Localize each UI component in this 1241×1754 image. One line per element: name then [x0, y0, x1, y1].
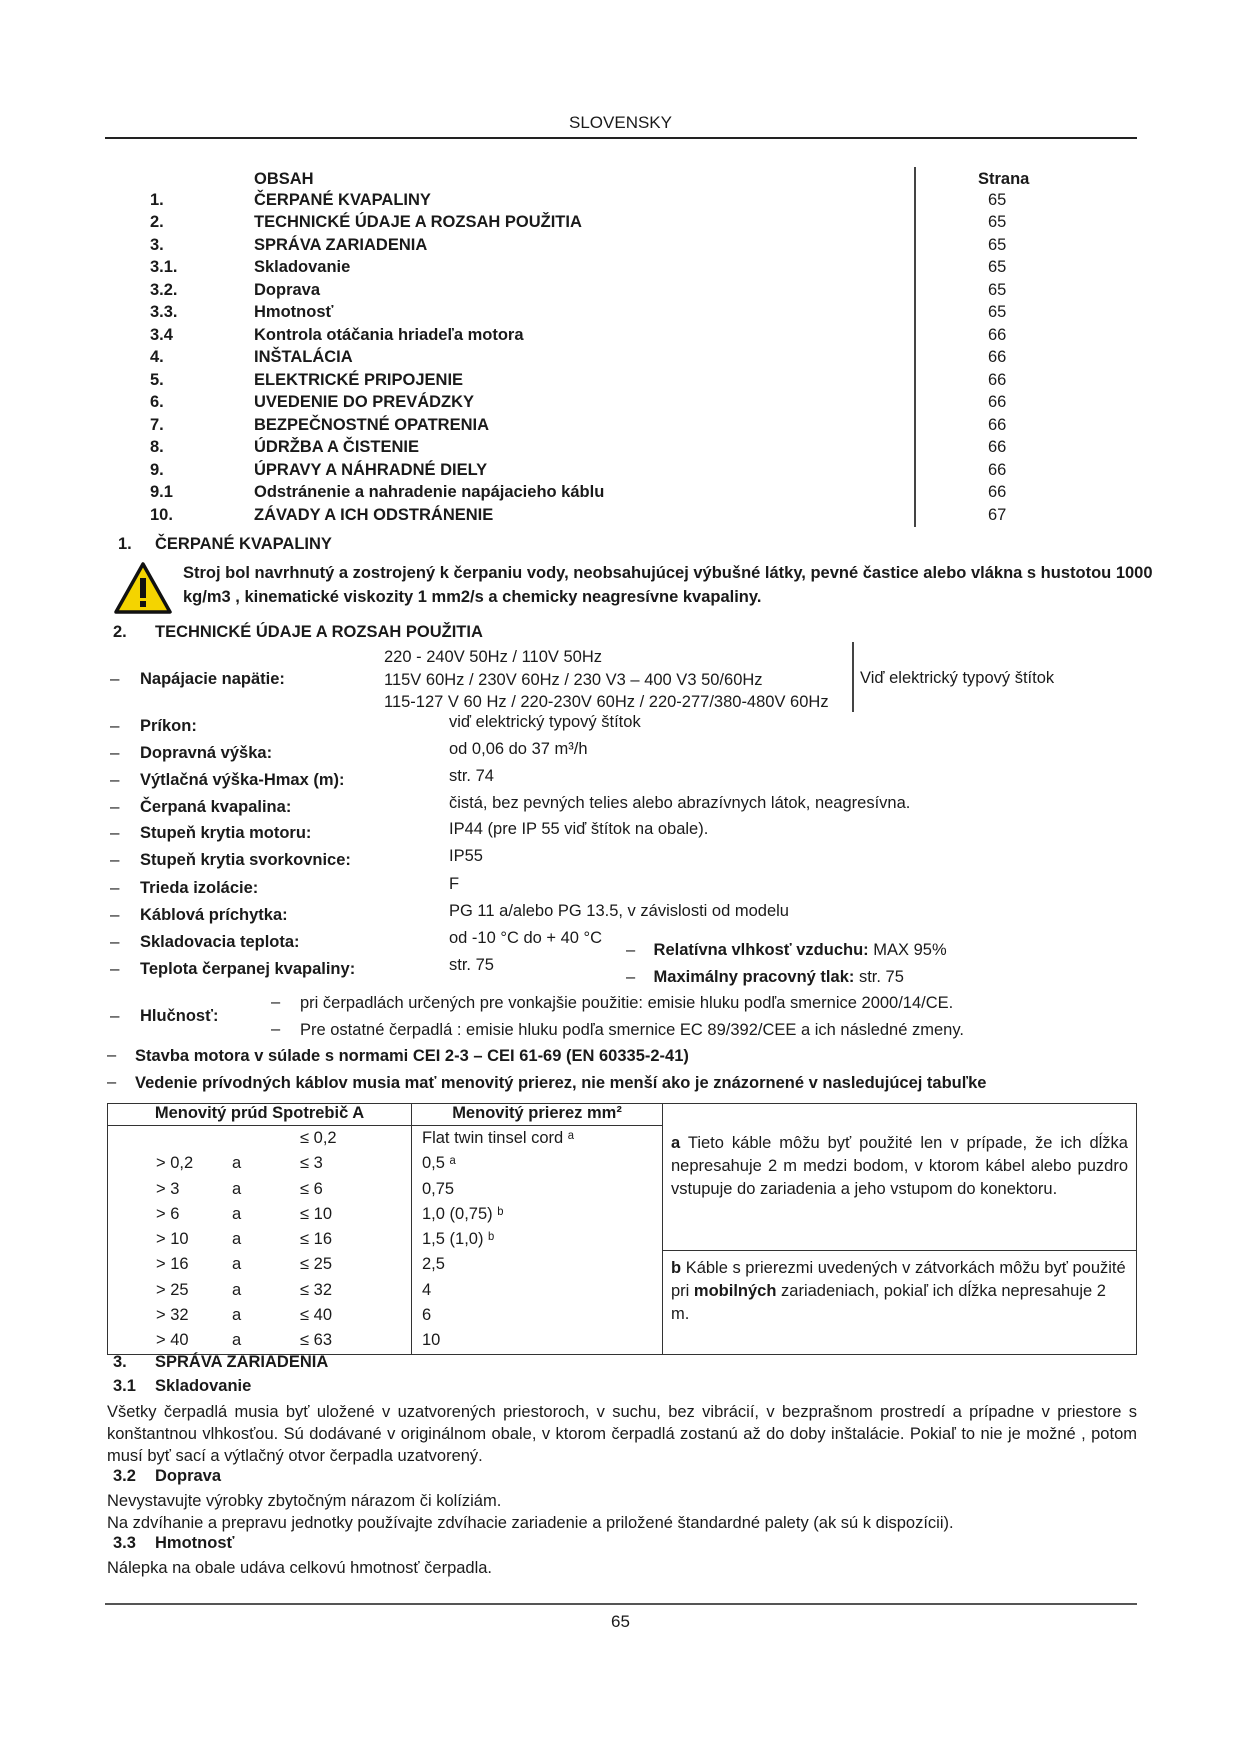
- warning-icon: [114, 562, 172, 614]
- section3-title: SPRÁVA ZARIADENIA: [155, 1353, 329, 1371]
- page-number: 65: [611, 1612, 630, 1631]
- pressure-value: str. 75: [858, 968, 904, 986]
- spec-label: Výtlačná výška-Hmax (m):: [140, 771, 345, 789]
- motor-standard: Stavba motora v súlade s normami CEI 2-3 – CEI 61-69 (EN 60335-2-41): [135, 1047, 689, 1065]
- toc-page-heading: Strana: [978, 170, 1030, 188]
- toc-item-number: 8.: [150, 438, 164, 456]
- toc-item-number: 3.4: [150, 326, 173, 344]
- toc-item: [150, 236, 1030, 258]
- section2-title: TECHNICKÉ ÚDAJE A ROZSAH POUŽITIA: [155, 623, 483, 641]
- section33-text: Nálepka na obale udáva celkovú hmotnosť čerpadla.: [107, 1559, 493, 1577]
- range-lower: > 10: [156, 1230, 189, 1249]
- range-lower: > 16: [156, 1255, 189, 1274]
- toc-item-number: 3.: [150, 236, 164, 254]
- voltage-label: Napájacie napätie:: [140, 670, 285, 688]
- toc-item-number: 2.: [150, 213, 164, 231]
- section1-warning-line2: kg/m3 , kinematické viskozity 1 mm2/s a chemicky neagresívne kvapaliny.: [183, 588, 762, 606]
- page-header-language: SLOVENSKY: [569, 113, 672, 132]
- toc-item-title: UVEDENIE DO PREVÁDZKY: [254, 393, 475, 411]
- table-cell-section: 2,5: [422, 1255, 445, 1274]
- toc-item-title: BEZPEČNOSTNÉ OPATRENIA: [254, 416, 489, 434]
- toc-item-title: ZÁVADY A ICH ODSTRÁNENIE: [254, 506, 494, 524]
- noise-item-dash: –: [271, 1020, 281, 1038]
- section32-title: Doprava: [155, 1467, 222, 1485]
- toc-item: [150, 416, 1030, 438]
- table-row: [108, 1278, 411, 1303]
- range-connector: a: [232, 1154, 242, 1173]
- toc-item-number: 5.: [150, 371, 164, 389]
- section33-number: 3.3: [113, 1534, 136, 1552]
- toc-item-number: 10.: [150, 506, 173, 524]
- toc-item-number: 9.1: [150, 483, 173, 501]
- header-rule: [105, 137, 1137, 139]
- toc-item-title: ÚDRŽBA A ČISTENIE: [254, 438, 419, 456]
- toc-item: [150, 393, 1030, 415]
- toc-heading: OBSAH: [254, 170, 314, 188]
- range-upper: ≤ 40: [300, 1306, 332, 1325]
- toc-item: [150, 281, 1030, 303]
- toc-item-title: TECHNICKÉ ÚDAJE A ROZSAH POUŽITIA: [254, 213, 582, 231]
- table-cell-section: 10: [422, 1331, 441, 1350]
- section32-text2: Na zdvíhanie a prepravu jednotky používajte zdvíhacie zariadenie a priložené štandardné palety (ak sú k dispozícii).: [107, 1514, 954, 1532]
- toc-item-page: 66: [988, 393, 1007, 411]
- spec-label: Čerpaná kvapalina:: [140, 798, 292, 816]
- humidity-value: MAX 95%: [873, 941, 947, 959]
- spec-value: od -10 °C do + 40 °C: [449, 929, 603, 947]
- spec-dash: –: [110, 959, 120, 978]
- toc-item-page: 66: [988, 348, 1007, 366]
- toc-item: [150, 258, 1030, 280]
- spec-label: Stupeň krytia svorkovnice:: [140, 851, 351, 869]
- footer-rule: [105, 1603, 1137, 1605]
- range-upper: ≤ 6: [300, 1179, 323, 1198]
- toc-item-number: 1.: [150, 191, 164, 209]
- table-header-empty: [663, 1104, 1137, 1126]
- section3-number: 3.: [113, 1353, 127, 1371]
- pressure-dash: –: [626, 968, 636, 986]
- toc-item: [150, 303, 1030, 325]
- spec-dash: –: [110, 823, 120, 842]
- note-a-mark: a: [671, 1133, 681, 1152]
- pressure-label: Maximálny pracovný tlak:: [653, 968, 855, 986]
- range-upper: ≤ 32: [300, 1280, 332, 1299]
- spec-value: čistá, bez pevných telies alebo abrazívnych látok, neagresívna.: [449, 794, 911, 812]
- toc-item-number: 7.: [150, 416, 164, 434]
- table-row: [108, 1328, 411, 1353]
- range-connector: a: [232, 1331, 242, 1350]
- section32-number: 3.2: [113, 1467, 136, 1485]
- toc-item-page: 66: [988, 416, 1007, 434]
- table-cell-section: 0,75: [422, 1179, 455, 1198]
- toc-item-title: ÚPRAVY A NÁHRADNÉ DIELY: [254, 461, 488, 479]
- note-b-text-pre: Káble s prierezmi uvedených v zátvorkách môžu byť použité pri: [671, 1258, 1126, 1300]
- motor-standard-dash: –: [107, 1046, 117, 1064]
- noise-label: Hlučnosť:: [140, 1007, 219, 1025]
- spec-dash: –: [110, 878, 120, 897]
- spec-dash: –: [110, 850, 120, 869]
- noise-item-dash: –: [271, 993, 281, 1011]
- section31-text: Všetky čerpadlá musia byť uložené v uzatvorených priestoroch, v suchu, bez vibrácií, v bezprašnom prostredí a prípadne v priestore s konštantnou vlhkosťou. Sú dodávané v originálnom obale, v ktorom čerpadlá zostanú až do doby inštalácie. Pokiaľ to nie je možné , potom musí byť sací a výtlačný otvor čerpadla uzatvorený.: [107, 1403, 1137, 1465]
- section2-number: 2.: [113, 623, 127, 641]
- toc-item: [150, 213, 1030, 235]
- table-row: [108, 1126, 411, 1151]
- range-lower: > 32: [156, 1306, 189, 1325]
- toc-item-title: ČERPANÉ KVAPALINY: [254, 191, 431, 209]
- note-b-text-bold: mobilných: [693, 1281, 777, 1300]
- toc-item-number: 3.1.: [150, 258, 178, 276]
- toc-item: [150, 461, 1030, 483]
- toc-item-page: 66: [988, 483, 1007, 501]
- toc-item-page: 65: [988, 303, 1007, 321]
- toc-item-number: 3.2.: [150, 281, 178, 299]
- spec-label: Káblová príchytka:: [140, 906, 288, 924]
- table-row: [108, 1252, 411, 1277]
- note-b-mark: b: [671, 1258, 682, 1277]
- note-a-text: Tieto káble môžu byť použité len v prípade, že ich dĺžka nepresahuje 2 m medzi bodom, v ktorom kábel alebo puzdro vstupuje do zariadenia a jeho vstupom do konektoru.: [671, 1133, 1128, 1198]
- table-cell-section: 1,5 (1,0) ᵇ: [422, 1230, 495, 1249]
- range-connector: a: [232, 1255, 242, 1274]
- toc-item-page: 66: [988, 438, 1007, 456]
- noise-dash: –: [110, 1006, 120, 1025]
- spec-dash: –: [110, 932, 120, 951]
- cable-section-table: [107, 1103, 1137, 1355]
- toc-item-page: 65: [988, 236, 1007, 254]
- spec-value: str. 75: [449, 956, 494, 974]
- toc-item-title: Doprava: [254, 281, 321, 299]
- range-upper: ≤ 3: [300, 1154, 323, 1173]
- spec-label: Stupeň krytia motoru:: [140, 824, 312, 842]
- table-row: [108, 1227, 411, 1252]
- toc-item-title: Kontrola otáčania hriadeľa motora: [254, 326, 524, 344]
- range-connector: a: [232, 1306, 242, 1325]
- voltage-divider: [852, 642, 854, 712]
- toc-item: [150, 371, 1030, 393]
- voltage-line: 115-127 V 60 Hz / 220-230V 60Hz / 220-277/380-480V 60Hz: [384, 693, 829, 711]
- spec-value: F: [449, 875, 460, 893]
- spec-dash: –: [110, 770, 120, 789]
- table-cell-section: 4: [422, 1280, 432, 1299]
- section-column: [412, 1126, 663, 1355]
- spec-dash: –: [110, 743, 120, 762]
- section33-title: Hmotnosť: [155, 1534, 235, 1552]
- toc-item: [150, 506, 1030, 528]
- table-header-section: Menovitý prierez mm²: [412, 1104, 663, 1126]
- toc-item-page: 66: [988, 326, 1007, 344]
- pressure-line: [626, 968, 904, 987]
- table-row: [108, 1151, 411, 1176]
- toc-item-title: Hmotnosť: [254, 303, 334, 321]
- toc-item-number: 4.: [150, 348, 164, 366]
- table-cell-section: 0,5 ᵃ: [422, 1154, 456, 1173]
- toc-item-page: 65: [988, 258, 1007, 276]
- range-connector: a: [232, 1230, 242, 1249]
- voltage-dash: –: [110, 669, 120, 688]
- table-header-current: Menovitý prúd Spotrebič A: [108, 1104, 412, 1126]
- spec-label: Dopravná výška:: [140, 744, 273, 762]
- toc-item: [150, 191, 1030, 213]
- toc-item-number: 3.3.: [150, 303, 178, 321]
- table-row: [108, 1177, 411, 1202]
- toc-item-page: 66: [988, 371, 1007, 389]
- toc-item-title: Odstránenie a nahradenie napájacieho káblu: [254, 483, 605, 501]
- range-upper: ≤ 63: [300, 1331, 332, 1350]
- section31-number: 3.1: [113, 1377, 136, 1395]
- toc-item-number: 6.: [150, 393, 164, 411]
- cable-requirement: Vedenie prívodných káblov musia mať menovitý prierez, nie menší ako je znázornené v nasledujúcej tabuľke: [135, 1074, 987, 1092]
- voltage-line: 220 - 240V 50Hz / 110V 50Hz: [384, 648, 602, 666]
- voltage-note: Viď elektrický typový štítok: [860, 669, 1055, 687]
- range-connector: a: [232, 1179, 242, 1198]
- range-upper: ≤ 10: [300, 1204, 332, 1223]
- range-connector: a: [232, 1204, 242, 1223]
- range-upper: ≤ 25: [300, 1255, 332, 1274]
- humidity-line: [626, 941, 947, 960]
- spec-label: Teplota čerpanej kvapaliny:: [140, 960, 356, 978]
- toc-item: [150, 438, 1030, 460]
- humidity-label: Relatívna vlhkosť vzduchu:: [653, 941, 869, 959]
- range-lower: > 40: [156, 1331, 189, 1350]
- noise-item-2: Pre ostatné čerpadlá : emisie hluku podľa smernice EC 89/392/CEE a ich následné zmeny.: [300, 1021, 964, 1039]
- toc-item-page: 66: [988, 461, 1007, 479]
- toc-item-title: INŠTALÁCIA: [254, 348, 353, 366]
- note-b-text-post: zariadeniach, pokiaľ ich dĺžka nepresahuje 2 m.: [671, 1281, 1106, 1323]
- range-lower: > 25: [156, 1280, 189, 1299]
- spec-value: od 0,06 do 37 m³/h: [449, 740, 588, 758]
- toc-item-title: ELEKTRICKÉ PRIPOJENIE: [254, 371, 464, 389]
- section32-text1: Nevystavujte výrobky zbytočným nárazom či kolíziám.: [107, 1492, 502, 1510]
- toc-item-page: 65: [988, 191, 1007, 209]
- section1-number: 1.: [118, 535, 132, 553]
- spec-label: Skladovacia teplota:: [140, 933, 300, 951]
- toc-item: [150, 326, 1030, 348]
- spec-value: viď elektrický typový štítok: [449, 713, 641, 731]
- range-upper: ≤ 0,2: [300, 1129, 337, 1147]
- table-row: [108, 1202, 411, 1227]
- voltage-line: 115V 60Hz / 230V 60Hz / 230 V3 – 400 V3 50/60Hz: [384, 670, 763, 689]
- toc-item: [150, 483, 1030, 505]
- table-row: [108, 1303, 411, 1328]
- spec-label: Trieda izolácie:: [140, 879, 259, 897]
- humidity-dash: –: [626, 941, 636, 959]
- range-lower: > 6: [156, 1204, 180, 1223]
- spec-value: IP44 (pre IP 55 viď štítok na obale).: [449, 820, 709, 838]
- toc-item: [150, 348, 1030, 370]
- spec-dash: –: [110, 797, 120, 816]
- section31-title: Skladovanie: [155, 1377, 252, 1395]
- section1-warning-line1: Stroj bol navrhnutý a zostrojený k čerpaniu vody, neobsahujúcej výbušné látky, pevné častice alebo vlákna s hustotou 1000: [183, 564, 1153, 582]
- range-lower: > 3: [156, 1179, 180, 1198]
- note-b: [663, 1250, 1137, 1354]
- table-cell-section: Flat twin tinsel cord ᵃ: [422, 1129, 574, 1147]
- range-upper: ≤ 16: [300, 1230, 332, 1249]
- table-cell-section: 6: [422, 1306, 432, 1325]
- toc-item-page: 67: [988, 506, 1007, 524]
- spec-value: IP55: [449, 847, 483, 865]
- voltage-values: [384, 646, 829, 714]
- spec-dash: –: [110, 716, 120, 735]
- note-a: [663, 1126, 1137, 1251]
- spec-dash: –: [110, 905, 120, 924]
- spec-value: str. 74: [449, 767, 494, 785]
- current-column: [108, 1126, 412, 1355]
- toc-item-page: 65: [988, 213, 1007, 231]
- toc-item-number: 9.: [150, 461, 164, 479]
- toc-item-title: SPRÁVA ZARIADENIA: [254, 236, 428, 254]
- toc-item-page: 65: [988, 281, 1007, 299]
- spec-value: PG 11 a/alebo PG 13.5, v závislosti od modelu: [449, 902, 789, 920]
- spec-label: Príkon:: [140, 717, 197, 735]
- table-cell-section: 1,0 (0,75) ᵇ: [422, 1204, 504, 1223]
- range-lower: > 0,2: [156, 1154, 194, 1173]
- toc-item-title: Skladovanie: [254, 258, 351, 276]
- section1-title: ČERPANÉ KVAPALINY: [155, 535, 332, 553]
- range-connector: a: [232, 1280, 242, 1299]
- cable-requirement-dash: –: [107, 1073, 117, 1091]
- noise-item-1: pri čerpadlách určených pre vonkajšie použitie: emisie hluku podľa smernice 2000/14/CE.: [300, 994, 954, 1012]
